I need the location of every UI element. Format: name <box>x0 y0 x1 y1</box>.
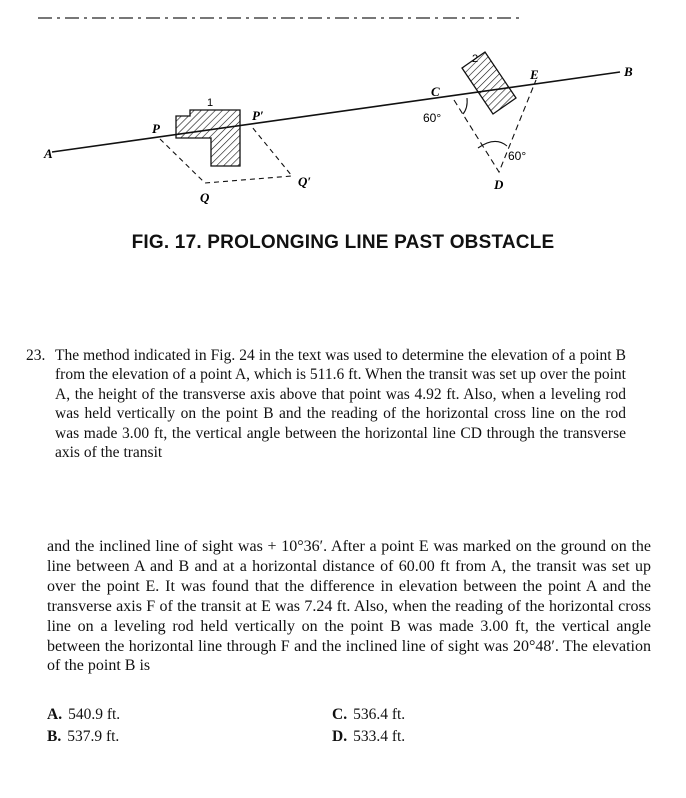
choice-d-text: 533.4 ft. <box>353 728 406 745</box>
label-q-prime: Q′ <box>298 174 312 189</box>
label-e: E <box>530 67 539 82</box>
choice-d <box>332 728 405 746</box>
label-obstacle-2: 2 <box>472 53 479 65</box>
label-d: D <box>494 177 504 192</box>
figure-caption: FIG. 17. PROLONGING LINE PAST OBSTACLE <box>131 232 555 253</box>
choice-c-text: 536.4 ft. <box>353 706 406 723</box>
problem-continuation: and the inclined line of sight was + 10°36′. After a point E was marked on the ground on the line between A and B and at a horizontal distance of 60.00 ft from A, the transit was set up over the point E. It was found that the difference in elevation between the point A and the transverse axis F of the transit at E was 7.24 ft. Also, when the reading of the horizontal cross line on a leveling rod held vertically on the point B was made 3.00 ft, the vertical angle between the horizontal line through F and the inclined line of sight was 20°48′. The elevation of the point B is <box>47 538 651 675</box>
choice-c-label: C. <box>332 706 348 723</box>
label-b: B <box>624 64 633 79</box>
choice-b-text: 537.9 ft. <box>67 728 120 745</box>
problem-number: 23. <box>26 347 46 364</box>
label-a: A <box>44 146 53 161</box>
line-ab <box>52 72 620 152</box>
choice-b <box>47 728 119 746</box>
obstacle-2 <box>462 52 516 114</box>
label-angle-d: 60° <box>508 149 527 163</box>
label-p-prime: P′ <box>252 108 264 123</box>
angle-arc-c <box>463 98 467 114</box>
problem-23 <box>26 346 626 462</box>
choice-a-text: 540.9 ft. <box>68 706 121 723</box>
label-c: C <box>431 84 440 99</box>
label-angle-c: 60° <box>423 111 442 125</box>
label-obstacle-1: 1 <box>207 97 214 109</box>
problem-text: The method indicated in Fig. 24 in the text was used to determine the elevation of a point B from the elevation of a point A, which is 511.6 ft. When the transit was set up over the point A, the height of the transverse axis above that point was 4.92 ft. Also, when a leveling rod was held vertically on the point B and the reading of the horizontal cross line on the rod was made 3.00 ft, the vertical angle between the horizontal line CD through the transverse axis of the transit <box>55 347 626 462</box>
figure-17-diagram <box>0 0 686 215</box>
choice-a <box>47 706 120 724</box>
obstacle-1 <box>176 110 240 166</box>
angle-arc-d <box>478 141 507 148</box>
choice-a-label: A. <box>47 706 63 723</box>
label-q: Q <box>200 190 210 205</box>
choice-d-label: D. <box>332 728 348 745</box>
choice-b-label: B. <box>47 728 62 745</box>
label-p: P <box>152 121 160 136</box>
choice-c <box>332 706 405 724</box>
